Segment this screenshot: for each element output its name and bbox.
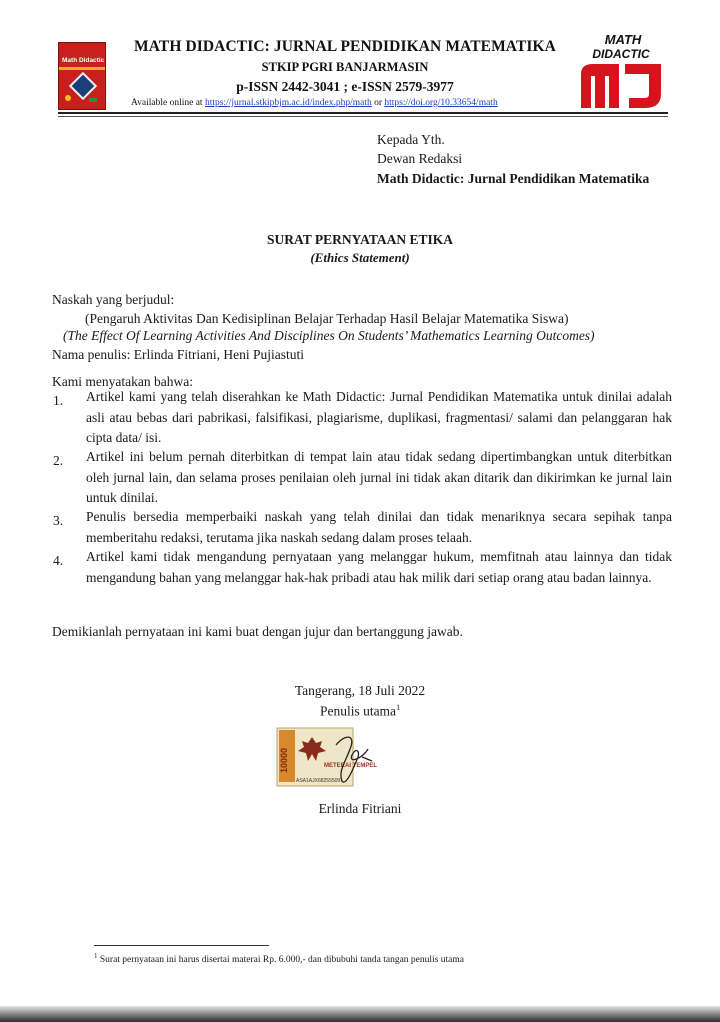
- list-item-number: 3.: [53, 513, 64, 528]
- journal-name: MATH DIDACTIC: JURNAL PENDIDIKAN MATEMATIKA: [134, 38, 556, 55]
- cover-bar: [89, 98, 97, 102]
- journal-url-link[interactable]: https://jurnal.stkipbjm.ac.id/index.php/math: [204, 98, 372, 108]
- addressee-journal: Math Didactic: Jurnal Pendidikan Matematika: [377, 171, 650, 186]
- duty-stamp-with-signature: [276, 727, 381, 789]
- page-bottom-shadow: [0, 1006, 720, 1022]
- place-date: Tangerang, 18 Juli 2022: [294, 683, 426, 698]
- manuscript-label: Naskah yang berjudul:: [52, 292, 175, 307]
- availability-line: [131, 98, 498, 108]
- logo-j-shape: [625, 64, 661, 108]
- stamp-value: 10000: [279, 747, 289, 773]
- signer-role-text: Penulis utama: [319, 703, 397, 719]
- or-text: or: [371, 98, 385, 108]
- document-subtitle: (Ethics Statement): [310, 250, 410, 265]
- list-item-text: Artikel kami tidak mengandung pernyataan yang melanggar hukum, memfitnah atau lainnya dan tidak mengandung bahan yang melanggar hak-hak pribadi atau hak milik dari setiap orang atau badan lainnya.: [86, 549, 672, 585]
- math-didactic-logo: [575, 28, 667, 112]
- list-item-text: Penulis bersedia memperbaiki naskah yang telah dinilai dan tidak menariknya secara sepihak tanpa memberitahu redaksi, terutama jika naskah sedang dalam proses telaah.: [86, 509, 672, 545]
- stamp-label: METERAI TEMPEL: [324, 763, 378, 769]
- signer-role: [250, 703, 470, 720]
- cover-title: Math Didactic: [62, 57, 105, 64]
- cover-stripe: [59, 67, 105, 70]
- author-names: Nama penulis: Erlinda Fitriani, Heni Pujiastuti: [52, 347, 304, 362]
- manuscript-title-id: (Pengaruh Aktivitas Dan Kedisiplinan Belajar Terhadap Hasil Belajar Matematika Siswa): [85, 311, 569, 326]
- header-rule-thin: [58, 116, 668, 117]
- logo-text-math: MATH: [604, 32, 642, 47]
- list-item-text: Artikel ini belum pernah diterbitkan di tempat lain atau tidak sedang dipertimbangkan untuk diterbitkan oleh jurnal lain, dan selama proses penilaian oleh jurnal ini tidak akan ditarik dan dikirimkan ke jurnal lain untuk dinilai.: [86, 449, 672, 505]
- closing-statement: Demikianlah pernyataan ini kami buat dengan jujur dan bertanggung jawab.: [52, 624, 463, 639]
- addressee-line-1: Kepada Yth.: [377, 132, 445, 147]
- document-title: SURAT PERNYATAAN ETIKA: [266, 232, 454, 247]
- cover-dot: [65, 95, 71, 101]
- list-item-number: 4.: [53, 553, 64, 568]
- footnote-ref: 1: [396, 703, 401, 712]
- footnote-marker: 1: [94, 952, 98, 960]
- logo-m-shape: [581, 64, 619, 108]
- footnote: [94, 952, 464, 965]
- doi-url-link[interactable]: https://doi.org/10.33654/math: [384, 98, 498, 108]
- stamp-serial: ASA1AJX682555091: [296, 778, 343, 784]
- list-item-text: Artikel kami yang telah diserahkan ke Math Didactic: Jurnal Pendidikan Matematika untuk dinilai adalah asli atau bebas dari pabrikasi, falsifikasi, plagiarisme, duplikasi, fragmentasi/ salami dan pelanggaran hak cipta data/ isi.: [86, 389, 672, 445]
- addressee-line-2: Dewan Redaksi: [377, 151, 463, 166]
- list-item-number: 1.: [53, 393, 64, 408]
- available-prefix: Available online at: [131, 98, 205, 108]
- logo-text-didactic: DIDACTIC: [592, 47, 650, 61]
- cover-diamond-graphic: [69, 72, 97, 100]
- list-item-number: 2.: [53, 453, 64, 468]
- declaration-intro: Kami menyatakan bahwa:: [52, 374, 193, 389]
- header-rule: [58, 112, 668, 114]
- footnote-rule: [94, 945, 269, 946]
- issn-line: p-ISSN 2442-3041 ; e-ISSN 2579-3977: [236, 79, 454, 94]
- footnote-text: Surat pernyataan ini harus disertai materai Rp. 6.000,- dan dibubuhi tanda tangan penulis utama: [97, 955, 464, 966]
- institution-name: STKIP PGRI BANJARMASIN: [261, 60, 429, 74]
- journal-cover-thumbnail: [58, 42, 106, 110]
- signer-name: Erlinda Fitriani: [318, 801, 402, 816]
- manuscript-title-en: (The Effect Of Learning Activities And Disciplines On Students’ Mathematics Learning Outcomes): [63, 328, 595, 343]
